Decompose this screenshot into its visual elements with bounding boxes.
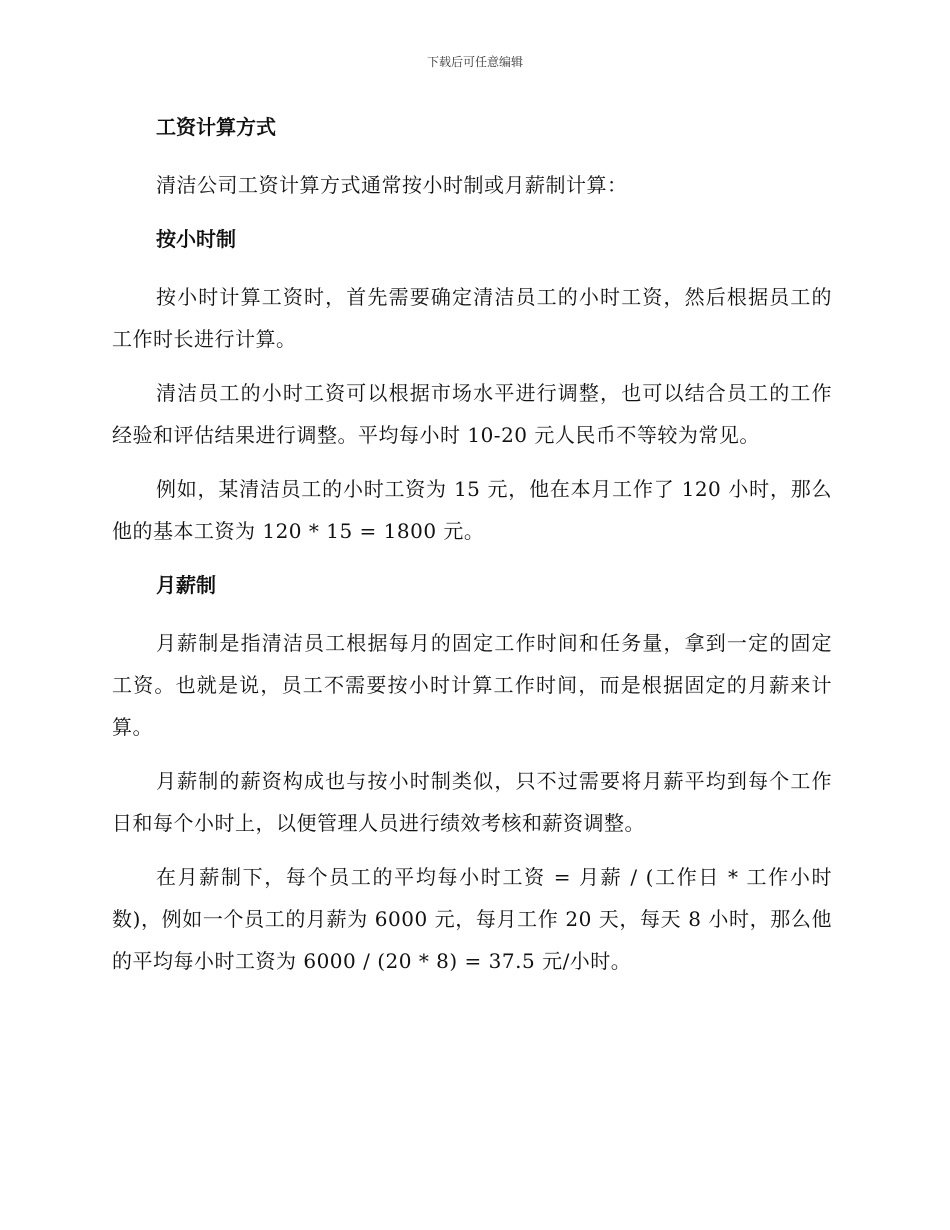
monthly-paragraph-1: 月薪制是指清洁员工根据每月的固定工作时间和任务量，拿到一定的固定工资。也就是说，员工不需要按小时计算工作时间，而是根据固定的月薪来计算。 [112, 631, 832, 739]
hourly-paragraph-3: 例如，某清洁员工的小时工资为 15 元，他在本月工作了 120 小时，那么他的基本工资为 120 * 15 = 1800 元。 [112, 477, 832, 543]
hourly-paragraph-1: 按小时计算工资时，首先需要确定清洁员工的小时工资，然后根据员工的工作时长进行计算。 [112, 285, 832, 351]
monthly-paragraph-3: 在月薪制下，每个员工的平均每小时工资 = 月薪 / (工作日 * 工作小时数)，例如一个员工的月薪为 6000 元，每月工作 20 天，每天 8 小时，那么他的平均每小时工资为 6000 / (20 * 8) = 37.5 元/小时。 [112, 865, 832, 973]
document-body [112, 110, 832, 994]
page-header: 下载后可任意编辑 [426, 55, 523, 69]
section-title: 工资计算方式 [156, 115, 276, 139]
monthly-heading: 月薪制 [156, 573, 216, 597]
monthly-paragraph-2: 月薪制的薪资构成也与按小时制类似，只不过需要将月薪平均到每个工作日和每个小时上，以便管理人员进行绩效考核和薪资调整。 [112, 769, 832, 835]
hourly-heading: 按小时制 [156, 227, 236, 251]
hourly-paragraph-2: 清洁员工的小时工资可以根据市场水平进行调整，也可以结合员工的工作经验和评估结果进行调整。平均每小时 10-20 元人民币不等较为常见。 [112, 381, 832, 447]
intro-paragraph: 清洁公司工资计算方式通常按小时制或月薪制计算： [156, 173, 628, 197]
